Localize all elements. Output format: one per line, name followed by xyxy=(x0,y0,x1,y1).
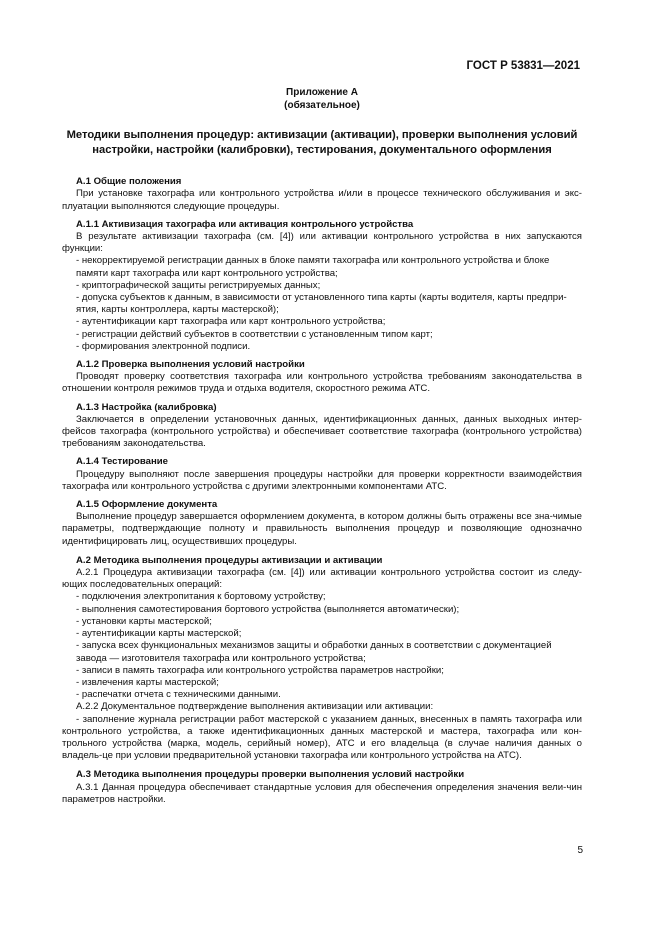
paragraph: Процедуру выполняют после завершения процедуры настройки для проверки корректности взаимодействия тахографа или контрольного устройства с другими электронными компонентами АТС. xyxy=(62,468,582,492)
annex-title: Приложение А xyxy=(286,87,358,98)
paragraph: А.2.1 Процедура активизации тахографа (см. [4]) или активации контрольного устройства состоит из следу-ющих последовательных операций: xyxy=(62,567,582,591)
subsection-heading: А.1.5 Оформление документа xyxy=(76,499,218,511)
page-number: 5 xyxy=(577,845,583,856)
list-item: - регистрации действий субъектов в соответствии с установленным типом карт; xyxy=(76,328,433,340)
list-item: - допуска субъектов к данным, в зависимости от установленного типа карты (карты водителя, карты предпри-ятия, карты контроллера, карты мастерской); xyxy=(76,292,567,316)
paragraph: А.3.1 Данная процедура обеспечивает стандартные условия для обеспечения определения значения вели-чин параметров настройки. xyxy=(62,781,582,805)
list-item: - некорректируемой регистрации данных в блоке памяти тахографа или контрольного устройства и блоке памяти карт тахографа или карт контрольного устройства; xyxy=(76,255,550,279)
section-heading: А.1 Общие положения xyxy=(76,176,182,188)
list-item: - записи в память тахографа или контрольного устройства параметров настройки; xyxy=(76,664,444,676)
list-item: - формирования электронной подписи. xyxy=(76,340,251,352)
list-item: - аутентификации карт тахографа или карт контрольного устройства; xyxy=(76,316,386,328)
subsection-heading: А.1.4 Тестирование xyxy=(76,456,168,468)
list-item: - криптографической защиты регистрируемых данных; xyxy=(76,279,321,291)
standard-number: ГОСТ Р 53831—2021 xyxy=(466,60,580,72)
subsection-heading: А.1.3 Настройка (калибровка) xyxy=(76,401,217,413)
section-heading: А.2 Методика выполнения процедуры активизации и активации xyxy=(76,554,383,566)
document-body xyxy=(62,87,582,806)
list-item: - аутентификации карты мастерской; xyxy=(76,628,242,640)
paragraph: При установке тахографа или контрольного устройства и/или в процессе технического обслуживания и экс-плуатации выполняются следующие процедуры. xyxy=(62,188,582,212)
sections-container xyxy=(62,176,582,806)
subsection-heading: А.1.2 Проверка выполнения условий настройки xyxy=(76,359,305,371)
paragraph: В результате активизации тахографа (см. [4]) или активации контрольного устройства в них запускаются функции: xyxy=(62,231,582,255)
section-heading: А.3 Методика выполнения процедуры проверки выполнения условий настройки xyxy=(76,769,465,781)
main-title: Методики выполнения процедур: активизации (активации), проверки выполнения условий настройки, настройки (калибровки), тестирования, документального оформления xyxy=(66,129,578,156)
annex-status: (обязательное) xyxy=(284,99,360,111)
list-item: - выполнения самотестирования бортового устройства (выполняется автоматически); xyxy=(76,603,460,615)
paragraph: Заключается в определении установочных данных, идентификационных данных, данных выходных интер-фейсов тахографа (контрольного устройства) и обеспечивает соответствие тахографа (контрольного устройства) требованиям законодательства. xyxy=(62,413,582,450)
list-item: - извлечения карты мастерской; xyxy=(76,676,219,688)
paragraph: Проводят проверку соответствия тахографа или контрольного устройства требованиям законодательства в отношении контроля режимов труда и отдыха водителя, скоростного режима АТС. xyxy=(62,371,582,395)
list-item: - установки карты мастерской; xyxy=(76,615,212,627)
list-item: - запуска всех функциональных механизмов защиты и обработки данных в соответствии с документацией завода — изготовителя тахографа или контрольного устройства; xyxy=(76,640,552,664)
paragraph: А.2.2 Документальное подтверждение выполнения активизации или активации: xyxy=(76,701,434,713)
paragraph: - заполнение журнала регистрации работ мастерской с указанием данных, внесенных в память тахографа или контрольного устройства, а также идентификационных данных мастерской и мастера, тахографа или кон-трольного устройства (марка, модель, серийный номер), АТС и его владельца (в случае наличия данных о владель-це при условии предварительной установки тахографа или контрольного устройства на АТС). xyxy=(62,713,582,762)
paragraph: Выполнение процедур завершается оформлением документа, в котором должны быть отражены все зна-чимые параметры, подтверждающие полноту и правильность выполнения процедур и позволяющие однозначно идентифицировать лиц, осуществивших процедуры. xyxy=(62,511,582,547)
list-item: - подключения электропитания к бортовому устройству; xyxy=(76,591,326,603)
subsection-heading: А.1.1 Активизация тахографа или активация контрольного устройства xyxy=(76,218,414,230)
list-item: - распечатки отчета с техническими данными. xyxy=(76,689,281,701)
